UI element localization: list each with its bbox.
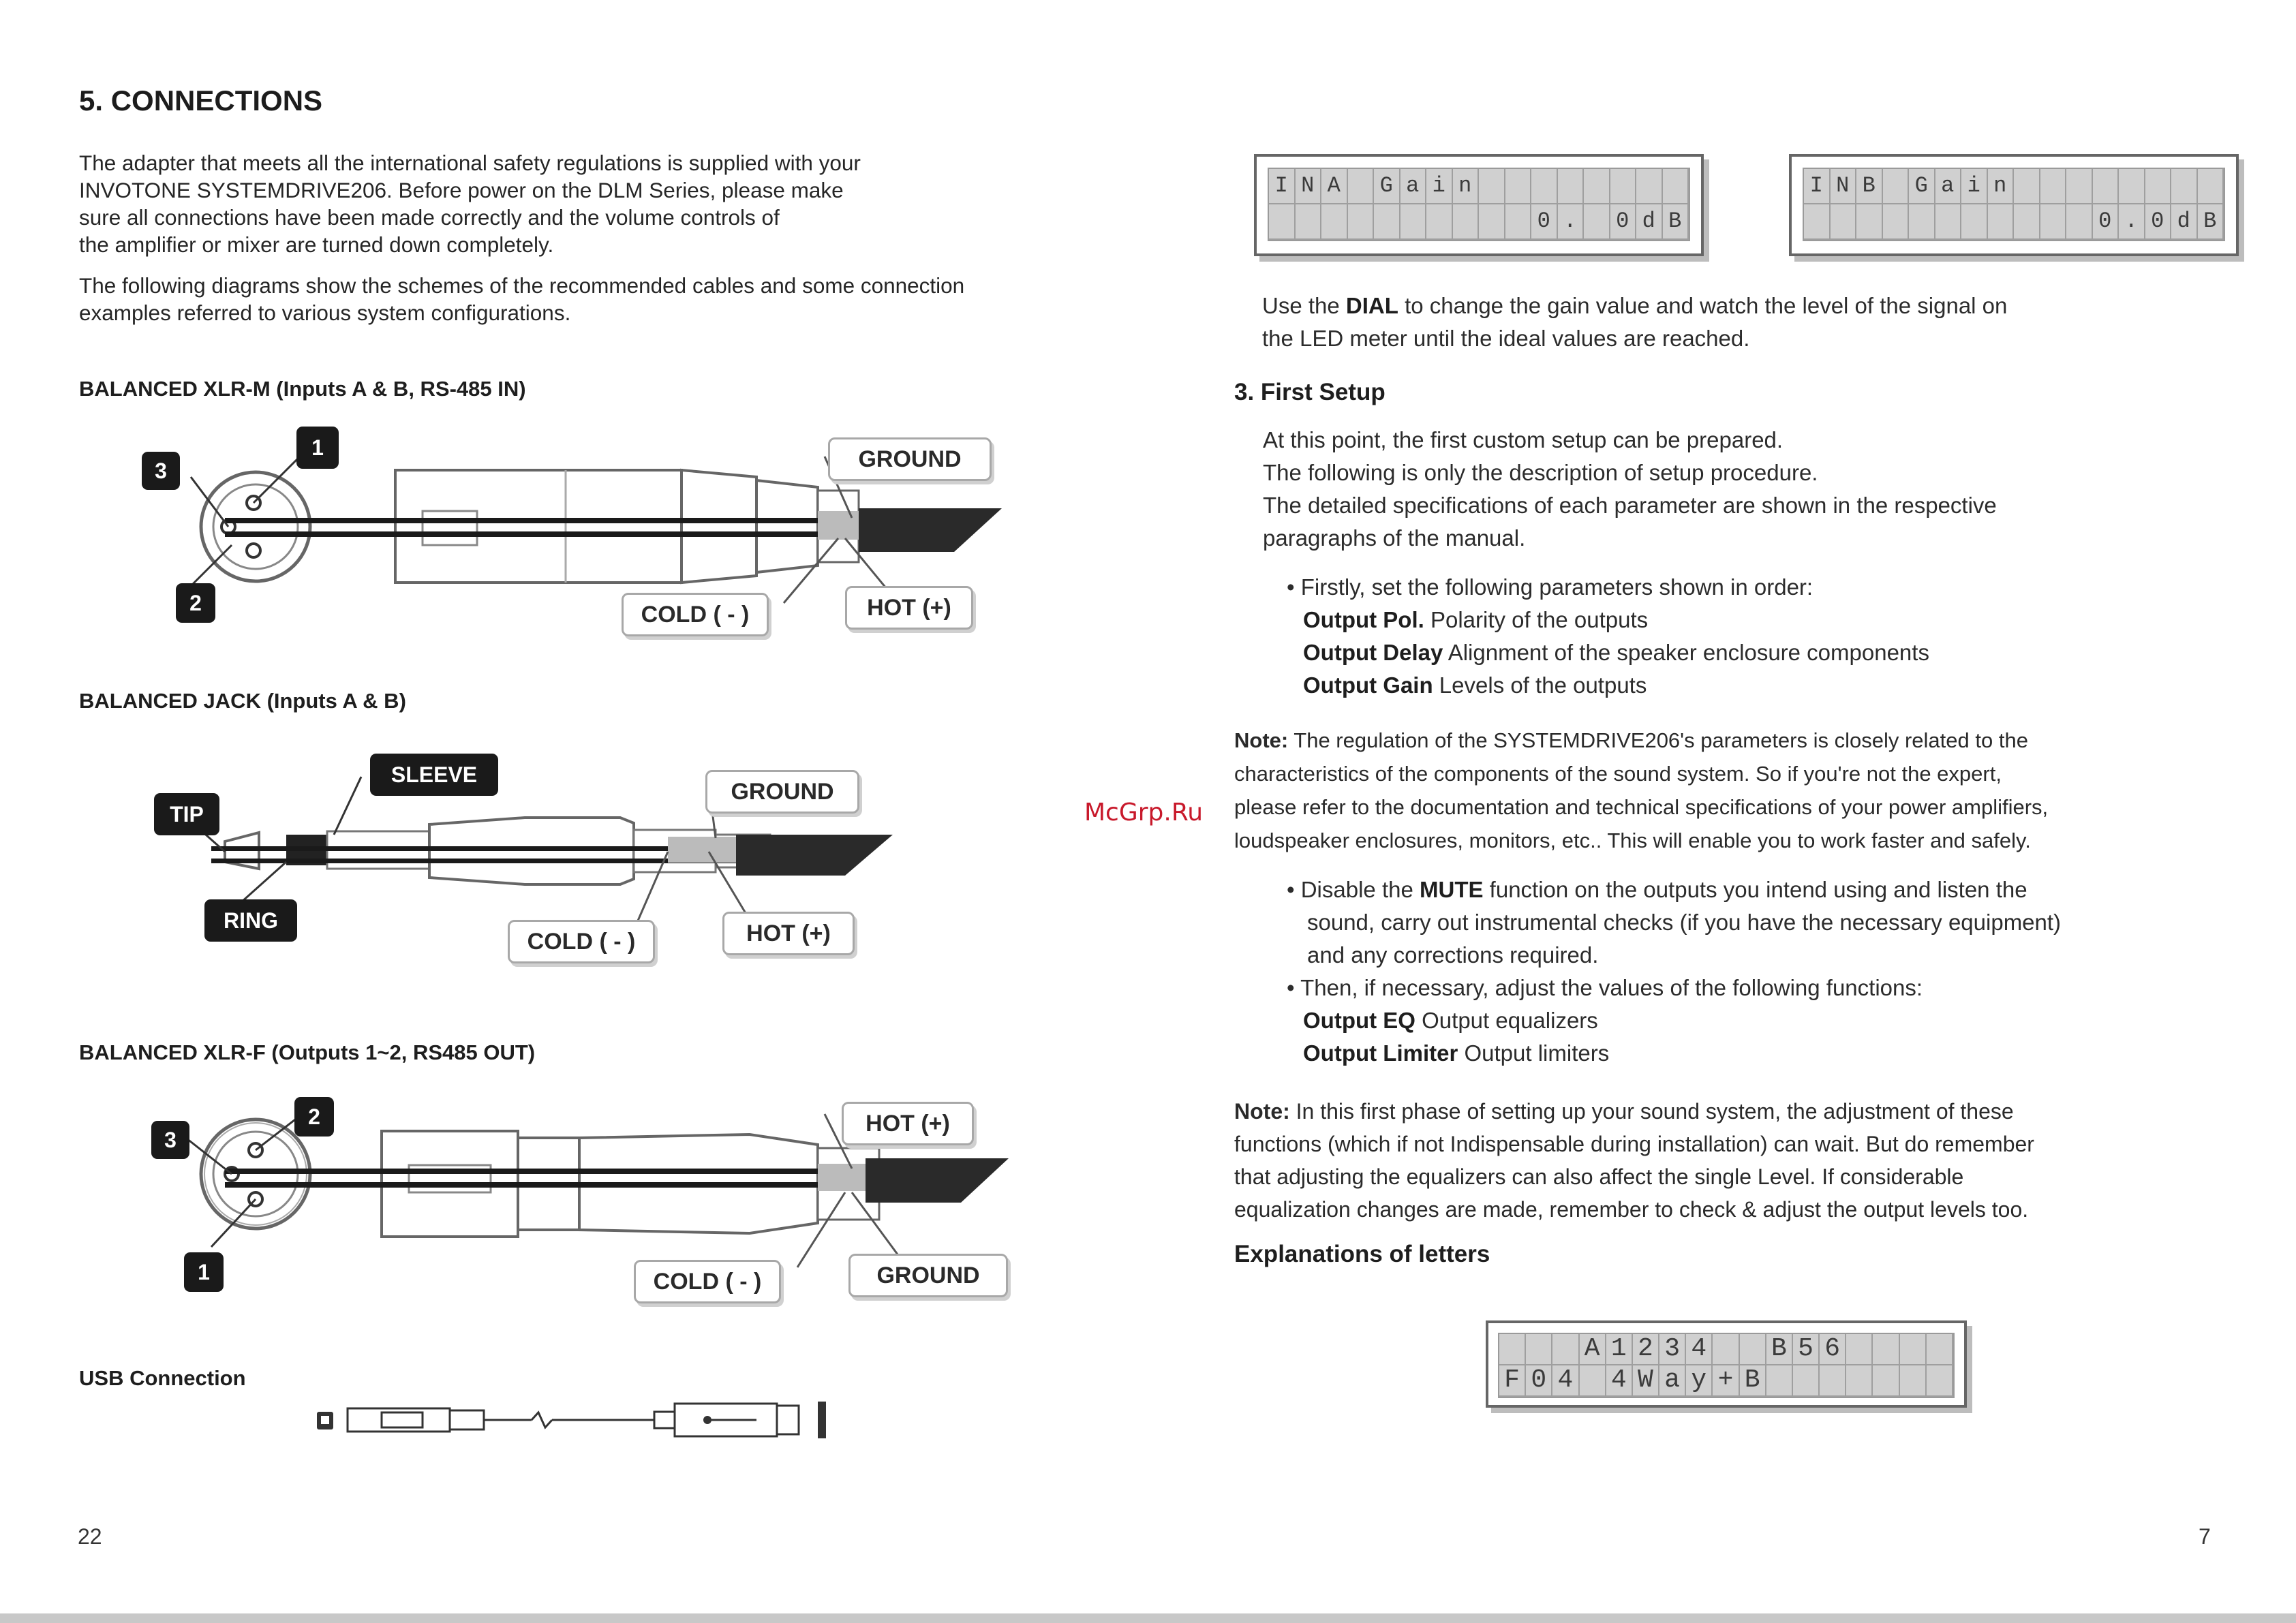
lcd-cell: [1348, 169, 1375, 204]
lcd-cell: [1766, 1365, 1793, 1397]
lcd-cell: d: [1636, 204, 1663, 240]
lcd-cell: B: [1856, 169, 1883, 204]
lcd-cell: [1296, 204, 1322, 240]
lcd-cell: [1846, 1334, 1873, 1365]
param-desc: Polarity of the outputs: [1424, 607, 1649, 632]
note-line: equalization changes are made, remember to check & adjust the output levels too.: [1234, 1197, 2029, 1222]
param-desc: Output equalizers: [1415, 1008, 1598, 1033]
first-setup-heading: 3. First Setup: [1234, 379, 1386, 405]
lcd-cell: I: [1269, 169, 1296, 204]
setup-line: paragraphs of the manual.: [1263, 525, 1526, 551]
lcd-cell: a: [1659, 1365, 1686, 1397]
cold-label: COLD ( - ): [508, 920, 655, 963]
lcd-cell: [1927, 1365, 1953, 1397]
note-2: [1234, 1095, 2263, 1226]
lcd-cell: [1499, 1334, 1526, 1365]
hot-label: HOT (+): [722, 912, 855, 955]
lcd-cell: .: [2119, 204, 2145, 240]
lcd-cell: 3: [1659, 1334, 1686, 1365]
lcd-cell: B: [1663, 204, 1689, 240]
note-label: Note:: [1234, 728, 1289, 752]
lcd-cell: 4: [1686, 1334, 1713, 1365]
lcd-cell: [2040, 169, 2067, 204]
lcd-cell: [1804, 204, 1831, 240]
dial-line1-pre: Use the: [1262, 293, 1346, 318]
lcd-cell: B: [1740, 1365, 1766, 1397]
param-name: Output EQ: [1303, 1008, 1415, 1033]
lcd-cell: [1584, 204, 1610, 240]
lcd-cell: [1740, 1334, 1766, 1365]
param-name: Output Gain: [1303, 673, 1433, 698]
pin-2-badge: 2: [176, 583, 215, 623]
cold-label: COLD ( - ): [634, 1260, 781, 1303]
lcd-cell: [2093, 169, 2119, 204]
lcd-cell: [1663, 169, 1689, 204]
lcd-cell: i: [1426, 169, 1453, 204]
lcd-cell: B: [2198, 204, 2224, 240]
lcd-cell: [1426, 204, 1453, 240]
lcd-cell: [1479, 204, 1505, 240]
lcd-cell: [1900, 1334, 1927, 1365]
explanations-heading: Explanations of letters: [1234, 1241, 1490, 1267]
lcd-cell: [1269, 204, 1296, 240]
lcd-cell: [2014, 204, 2040, 240]
note-line: characteristics of the components of the sound system. So if you're not the expert,: [1234, 762, 2002, 786]
section-heading: 5. CONNECTIONS: [79, 84, 323, 117]
lcd-cell: [1400, 204, 1427, 240]
lcd-cell: 0: [2093, 204, 2119, 240]
lcd-cell: y: [1686, 1365, 1713, 1397]
lcd-explanations: [1486, 1320, 1967, 1408]
note-1: [1234, 724, 2256, 857]
lcd-cell: 6: [1820, 1334, 1846, 1365]
scan-edge: [0, 1613, 2296, 1623]
mute-keyword: MUTE: [1420, 877, 1484, 902]
lcd-cell: 4: [1552, 1365, 1579, 1397]
lcd-cell: [1526, 1334, 1552, 1365]
ground-label: GROUND: [705, 770, 859, 814]
bullet-post: function on the outputs you intend using and listen the: [1483, 877, 2027, 902]
lcd-cell: [1531, 169, 1558, 204]
lcd-ina-gain: [1254, 154, 1704, 256]
lcd-cell: [2145, 169, 2172, 204]
note-line: loudspeaker enclosures, monitors, etc.. This will enable you to work faster and safely.: [1234, 829, 2031, 852]
lcd-cell: [2066, 204, 2093, 240]
setup-line: The detailed specifications of each parameter are shown in the respective: [1263, 493, 1997, 518]
lcd-cell: [1961, 204, 1988, 240]
intro-line: sure all connections have been made correctly and the volume controls of: [79, 205, 780, 230]
pin-3-badge: 3: [142, 452, 180, 490]
ground-label: GROUND: [848, 1254, 1008, 1297]
xlr-m-title: BALANCED XLR-M (Inputs A & B, RS-485 IN): [79, 377, 526, 401]
lcd-cell: G: [1909, 169, 1935, 204]
param-desc: Levels of the outputs: [1433, 673, 1647, 698]
diagrams-line: examples referred to various system configurations.: [79, 300, 571, 325]
cold-label: COLD ( - ): [622, 593, 769, 636]
intro-line: The adapter that meets all the international safety regulations is supplied with your: [79, 151, 861, 175]
lcd-cell: G: [1374, 169, 1400, 204]
hot-label: HOT (+): [842, 1102, 974, 1145]
lcd-cell: [1873, 1365, 1899, 1397]
param-desc: Output limiters: [1458, 1040, 1610, 1066]
page-number-left: 22: [78, 1524, 102, 1549]
lcd-cell: [1453, 204, 1480, 240]
first-setup-paragraph: [1263, 424, 2251, 555]
lcd-cell: [1900, 1365, 1927, 1397]
lcd-cell: [1558, 169, 1585, 204]
lcd-cell: [2119, 169, 2145, 204]
lcd-cell: [1793, 1365, 1820, 1397]
lcd-cell: [1552, 1334, 1579, 1365]
lcd-cell: [2040, 204, 2067, 240]
lcd-cell: 0: [1526, 1365, 1552, 1397]
lcd-cell: [1831, 204, 1857, 240]
lcd-cell: [1636, 169, 1663, 204]
lcd-cell: i: [1961, 169, 1988, 204]
lcd-cell: N: [1296, 169, 1322, 204]
param-name: Output Delay: [1303, 640, 1443, 665]
lcd-cell: 2: [1633, 1334, 1659, 1365]
bullet-pre: • Disable the: [1287, 877, 1420, 902]
dial-keyword: DIAL: [1345, 293, 1398, 318]
lcd-cell: [2014, 169, 2040, 204]
xlr-f-title: BALANCED XLR-F (Outputs 1~2, RS485 OUT): [79, 1040, 536, 1064]
lcd-cell: 0: [2145, 204, 2172, 240]
lcd-cell: 5: [1793, 1334, 1820, 1365]
usb-cable-diagram: [307, 1400, 838, 1441]
note-line: please refer to the documentation and technical specifications of your power amplifiers,: [1234, 795, 2049, 819]
dial-paragraph: [1262, 290, 2216, 355]
bullet-mute: [1287, 874, 2261, 1070]
bullet-text: • Then, if necessary, adjust the values of the following functions:: [1287, 975, 1923, 1000]
lcd-cell: [2171, 169, 2198, 204]
lcd-cell: 0: [1531, 204, 1558, 240]
lcd-cell: A: [1580, 1334, 1606, 1365]
lcd-cell: [1584, 169, 1610, 204]
jack-title: BALANCED JACK (Inputs A & B): [79, 689, 406, 713]
hot-label: HOT (+): [845, 586, 973, 630]
lcd-cell: .: [1558, 204, 1585, 240]
page-number-right: 7: [2199, 1524, 2211, 1549]
lcd-cell: [1846, 1365, 1873, 1397]
lcd-cell: B: [1766, 1334, 1793, 1365]
lcd-cell: [1580, 1365, 1606, 1397]
param-name: Output Pol.: [1303, 607, 1424, 632]
bullet-firstly: [1287, 571, 2241, 702]
ground-label: GROUND: [828, 437, 992, 481]
pin-1-badge: 1: [184, 1252, 224, 1292]
lcd-cell: [1713, 1334, 1739, 1365]
bullet-line: and any corrections required.: [1307, 942, 1599, 968]
note-line: functions (which if not Indispensable during installation) can wait. But do remember: [1234, 1132, 2034, 1156]
dial-line1-post: to change the gain value and watch the level of the signal on: [1398, 293, 2008, 318]
lcd-cell: 1: [1606, 1334, 1633, 1365]
lcd-cell: [2066, 169, 2093, 204]
lcd-cell: 0: [1610, 204, 1637, 240]
lcd-cell: [1479, 169, 1505, 204]
lcd-cell: [1935, 204, 1962, 240]
lcd-cell: W: [1633, 1365, 1659, 1397]
lcd-cell: [1873, 1334, 1899, 1365]
param-name: Output Limiter: [1303, 1040, 1458, 1066]
param-desc: Alignment of the speaker enclosure components: [1443, 640, 1929, 665]
sleeve-badge: SLEEVE: [370, 754, 498, 796]
dial-line2: the LED meter until the ideal values are reached.: [1262, 326, 1750, 351]
lcd-cell: n: [1453, 169, 1480, 204]
note-label: Note:: [1234, 1099, 1290, 1124]
tip-badge: TIP: [154, 793, 219, 835]
lcd-cell: [1321, 204, 1348, 240]
watermark: McGrp.Ru: [1084, 799, 1204, 826]
lcd-cell: [1856, 204, 1883, 240]
lcd-cell: [1927, 1334, 1953, 1365]
lcd-cell: I: [1804, 169, 1831, 204]
intro-paragraph: [79, 149, 1101, 258]
diagrams-paragraph: [79, 272, 1169, 326]
lcd-cell: [1988, 204, 2015, 240]
note-line: In this first phase of setting up your sound system, the adjustment of these: [1289, 1099, 2014, 1124]
lcd-cell: N: [1831, 169, 1857, 204]
ring-badge: RING: [204, 899, 297, 942]
setup-line: The following is only the description of setup procedure.: [1263, 460, 1818, 485]
lcd-cell: [1909, 204, 1935, 240]
lcd-cell: A: [1321, 169, 1348, 204]
lcd-cell: F: [1499, 1365, 1526, 1397]
lcd-cell: +: [1713, 1365, 1739, 1397]
lcd-cell: [1505, 169, 1532, 204]
lcd-inb-gain: [1789, 154, 2239, 256]
lcd-cell: [1610, 169, 1637, 204]
lcd-cell: d: [2171, 204, 2198, 240]
lcd-cell: a: [1935, 169, 1962, 204]
lcd-cell: [1348, 204, 1375, 240]
note-line: The regulation of the SYSTEMDRIVE206's parameters is closely related to the: [1288, 728, 2028, 752]
setup-line: At this point, the first custom setup can be prepared.: [1263, 427, 1784, 452]
lcd-cell: [1883, 169, 1910, 204]
intro-line: INVOTONE SYSTEMDRIVE206. Before power on the DLM Series, please make: [79, 178, 844, 202]
lcd-cell: [1820, 1365, 1846, 1397]
bullet-text: • Firstly, set the following parameters shown in order:: [1287, 574, 1813, 600]
pin-1-badge: 1: [296, 427, 339, 469]
note-line: that adjusting the equalizers can also affect the single Level. If considerable: [1234, 1164, 1964, 1189]
lcd-cell: [1505, 204, 1532, 240]
pin-3-badge: 3: [151, 1121, 189, 1159]
lcd-cell: n: [1988, 169, 2015, 204]
lcd-cell: a: [1400, 169, 1427, 204]
lcd-cell: 4: [1606, 1365, 1633, 1397]
intro-line: the amplifier or mixer are turned down completely.: [79, 232, 554, 257]
lcd-cell: [1374, 204, 1400, 240]
lcd-cell: [1883, 204, 1910, 240]
lcd-cell: [2198, 169, 2224, 204]
usb-title: USB Connection: [79, 1366, 246, 1390]
bullet-line: sound, carry out instrumental checks (if you have the necessary equipment): [1307, 910, 2062, 935]
pin-2-badge: 2: [294, 1097, 334, 1137]
diagrams-line: The following diagrams show the schemes of the recommended cables and some connection: [79, 273, 965, 298]
